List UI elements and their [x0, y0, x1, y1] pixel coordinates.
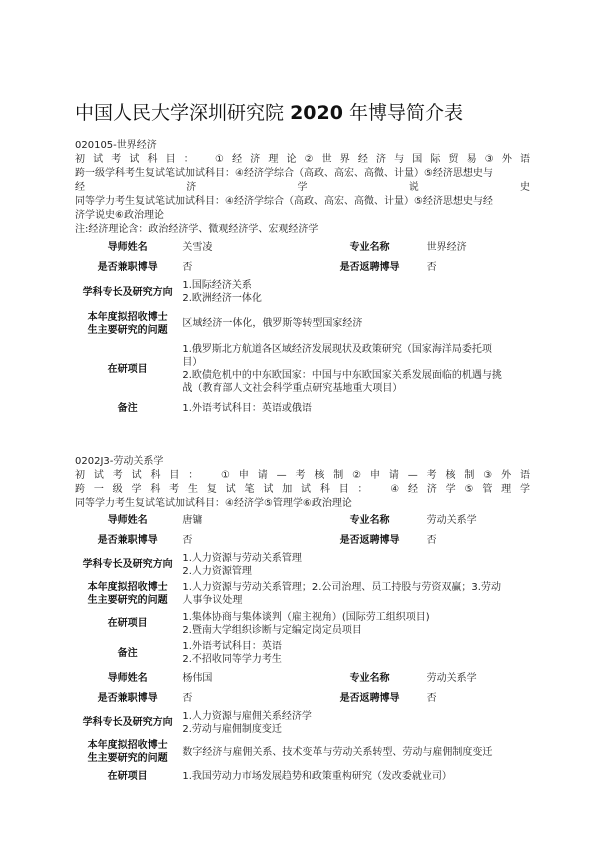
- advisor-label: 导师姓名: [107, 242, 148, 253]
- section-code: 0202J3-劳动关系学: [75, 456, 164, 467]
- rehire-label: 是否返聘博导: [339, 534, 400, 546]
- table-row: [75, 511, 530, 530]
- major-label: 专业名称: [349, 672, 390, 684]
- specialty-value: [180, 550, 530, 579]
- remarks-label: 备注: [117, 402, 138, 414]
- specialty-item: 2.劳动与雇佣制度变迁: [182, 723, 282, 735]
- projects-value: [180, 340, 530, 398]
- projects-label: 在研项目: [107, 363, 148, 375]
- topic-label-line: 本年度拟招收博士: [87, 582, 168, 593]
- table-row: [75, 307, 530, 340]
- specialty-item: 2.欧洲经济一体化: [182, 293, 262, 304]
- remarks-value: [180, 638, 530, 668]
- table-row: [75, 668, 530, 688]
- topic-label-line: 生主要研究的问题: [87, 324, 168, 336]
- part-time-label: 是否兼职博导: [97, 534, 158, 546]
- exam-note: 注:经济理论含：政治经济学、微观经济学、宏观经济学: [75, 224, 319, 235]
- title-year: 2020: [290, 102, 343, 124]
- advisor-name: 唐镛: [182, 515, 203, 526]
- rehire-label: 是否返聘博导: [339, 692, 400, 704]
- major-label: 专业名称: [349, 515, 390, 526]
- part-time-label: 是否兼职博导: [97, 692, 158, 704]
- part-time-value: 否: [182, 534, 193, 546]
- project-item: 1.集体协商与集体谈判（雇主视角）(国际劳工组织项目): [182, 611, 430, 623]
- advisor-table: [75, 511, 530, 785]
- topic-label: [75, 307, 180, 340]
- topic-label-line: 生主要研究的问题: [87, 595, 168, 606]
- remark-item: 1.外语考试科目：英语: [182, 641, 282, 652]
- title-text: 中国人民大学深圳研究院: [75, 102, 285, 124]
- project-item: 2.欧债危机中的中东欧国家：中国与中东欧国家关系发展面临的机遇与挑: [182, 370, 502, 381]
- topic-label: [75, 579, 180, 609]
- part-time-label: 是否兼职博导: [97, 261, 158, 273]
- remark-item: 2.不招收同等学力考生: [182, 654, 282, 665]
- topic-label: [75, 737, 180, 767]
- major-value: 劳动关系学: [426, 515, 477, 526]
- project-item: 1.俄罗斯北方航道各区域经济发展现状及政策研究（国家海洋局委托项: [182, 344, 492, 355]
- part-time-value: 否: [182, 692, 193, 704]
- rehire-value: 否: [426, 692, 437, 704]
- exam-equivalent-cont: 济学说史⑥政治理论: [75, 210, 164, 221]
- topic-line: 人事争议处理: [182, 595, 243, 606]
- exam-cross-discipline-cont: 经 济 学 说 史: [75, 182, 530, 193]
- section-code: 020105-世界经济: [75, 140, 157, 151]
- exam-cross-discipline: 跨一级学科考生复试笔试加试科目： ④经济学⑤管理学: [75, 484, 530, 495]
- topic-label-line: 本年度拟招收博士: [87, 311, 168, 323]
- topic-line: 1.人力资源与劳动关系管理；2.公司治理、员工持股与劳资双赢；3.劳动: [182, 582, 501, 593]
- remarks-value: 1.外语考试科目：英语或俄语: [182, 402, 312, 414]
- project-item: 2.暨南大学组织诊断与定编定岗定员项目: [182, 624, 362, 636]
- table-row: [75, 688, 530, 708]
- table-row: [75, 609, 530, 638]
- exam-cross-discipline: 跨一级学科考生复试笔试加试科目：④经济学综合（高政、高宏、高微、计量）⑤经济思想史与: [75, 168, 493, 179]
- projects-label: 在研项目: [107, 618, 148, 629]
- title-suffix: 年博导简介表: [349, 102, 464, 124]
- page-title: [75, 98, 463, 125]
- exam-equivalent: 同等学力考生复试笔试加试科目：④经济学⑤管理学⑥政治理论: [75, 498, 352, 509]
- specialty-value: [180, 708, 530, 737]
- specialty-label: 学科专长及研究方向: [82, 559, 173, 570]
- table-row: [75, 579, 530, 609]
- topic-label-line: 本年度拟招收博士: [87, 740, 168, 751]
- projects-value: [180, 609, 530, 638]
- advisor-name: 杨伟国: [182, 672, 213, 684]
- part-time-value: 否: [182, 261, 193, 273]
- exam-subjects: 初试考试科目： ①申请—考核制②申请—考核制③外语: [75, 470, 530, 481]
- project-item: 1.我国劳动力市场发展趋势和政策重构研究（发改委就业司）: [182, 770, 452, 782]
- table-row: [75, 277, 530, 307]
- major-label: 专业名称: [349, 242, 390, 253]
- topic-value: 数字经济与雇佣关系、技术变革与劳动关系转型、劳动与雇佣制度变迁: [182, 746, 493, 758]
- table-row: [75, 708, 530, 737]
- table-row: [75, 638, 530, 668]
- table-row: [75, 767, 530, 785]
- table-row: [75, 530, 530, 550]
- specialty-label: 学科专长及研究方向: [82, 286, 173, 298]
- topic-label-line: 生主要研究的问题: [87, 753, 168, 764]
- specialty-item: 2.人力资源管理: [182, 565, 252, 577]
- rehire-value: 否: [426, 261, 437, 273]
- advisor-label: 导师姓名: [107, 515, 148, 526]
- specialty-label: 学科专长及研究方向: [82, 717, 173, 728]
- advisor-table: [75, 238, 530, 418]
- advisor-name: 关雪凌: [182, 242, 213, 253]
- specialty-value: [180, 277, 530, 307]
- advisor-label: 导师姓名: [107, 672, 148, 684]
- specialty-item: 1.人力资源与劳动关系管理: [182, 552, 302, 564]
- topic-value: 区域经济一体化，俄罗斯等转型国家经济: [182, 318, 363, 329]
- specialty-item: 1.人力资源与雇佣关系经济学: [182, 710, 312, 722]
- major-value: 世界经济: [426, 242, 467, 253]
- major-value: 劳动关系学: [426, 672, 477, 684]
- remarks-label: 备注: [117, 647, 138, 659]
- rehire-value: 否: [426, 534, 437, 546]
- specialty-item: 1.国际经济关系: [182, 280, 252, 291]
- table-row: [75, 737, 530, 767]
- project-item-cont: 战（教育部人文社会科学重点研究基地重大项目）: [182, 383, 403, 394]
- rehire-label: 是否返聘博导: [339, 261, 400, 273]
- topic-value: [180, 579, 530, 609]
- table-row: [75, 238, 530, 257]
- project-item-cont: 目）: [182, 357, 203, 368]
- exam-equivalent: 同等学力考生复试笔试加试科目：④经济学综合（高政、高宏、高微、计量）⑤经济思想史与经: [75, 196, 493, 207]
- projects-label: 在研项目: [107, 770, 148, 782]
- table-row: [75, 257, 530, 277]
- exam-subjects: 初试考试科目： ①经济理论②世界经济与国际贸易③外语: [75, 154, 530, 165]
- table-row: [75, 550, 530, 579]
- table-row: [75, 340, 530, 398]
- table-row: [75, 398, 530, 418]
